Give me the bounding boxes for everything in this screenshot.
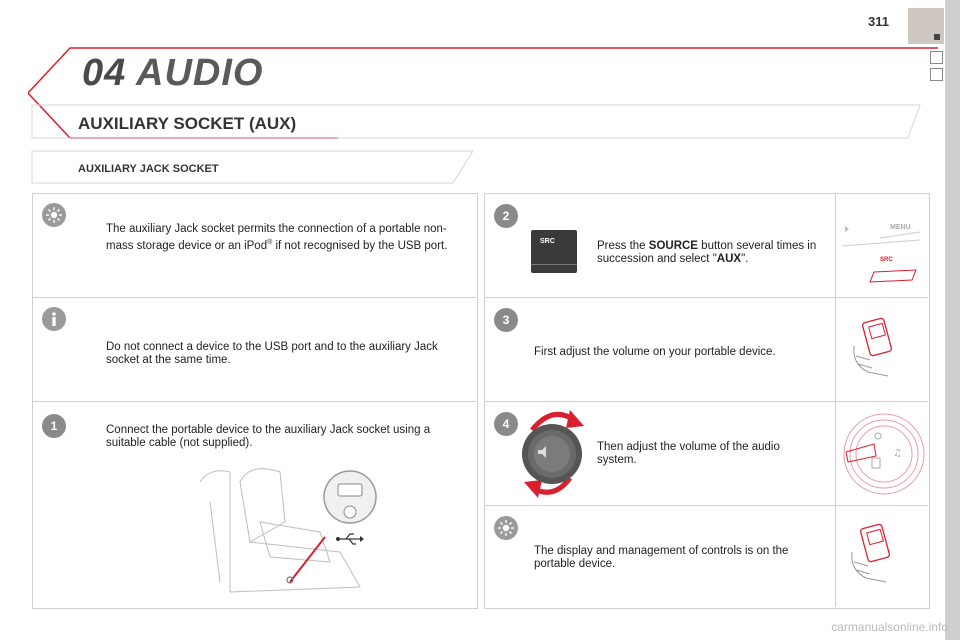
step-2-paragraph: Press the SOURCE button several times in succession and select "AUX". <box>597 240 817 265</box>
source-button-image: SRC <box>531 230 577 273</box>
step-1-paragraph: Connect the portable device to the auxiliary Jack socket using a suitable cable (not supplied). <box>106 424 431 449</box>
step-2-badge: 2 <box>494 204 518 228</box>
subsection-title: AUXILIARY JACK SOCKET <box>78 163 219 175</box>
step-4-badge: 4 <box>494 412 518 436</box>
info-paragraph: Do not connect a device to the USB port and to the auxiliary Jack socket at the same time. <box>106 341 438 366</box>
divider <box>32 401 476 402</box>
page-number: 311 <box>868 14 889 29</box>
chapter-title: AUDIO <box>136 52 264 94</box>
step-3-badge: 3 <box>494 308 518 332</box>
watermark: carmanualsonline.info <box>831 620 948 634</box>
divider <box>484 505 928 506</box>
step-1-badge: 1 <box>42 414 66 438</box>
info-icon <box>42 307 66 331</box>
hand-device-illustration <box>846 522 906 592</box>
divider <box>32 297 476 298</box>
hand-device-illustration <box>848 316 908 386</box>
chapter-number: 04 <box>82 52 127 94</box>
svg-text:♫: ♫ <box>893 448 902 459</box>
section-title: AUXILIARY SOCKET (AUX) <box>78 114 297 133</box>
step-4-paragraph: Then adjust the volume of the audio system. <box>597 441 780 466</box>
tip-paragraph: The auxiliary Jack socket permits the connection of a portable non-mass storage device or an iPod® if not recognised by the USB port. <box>106 223 448 252</box>
divider <box>835 193 836 607</box>
tip-paragraph: The display and management of controls is on the portable device. <box>534 545 789 570</box>
divider <box>484 297 928 298</box>
usb-icon <box>336 532 364 551</box>
tip-icon <box>494 516 518 540</box>
volume-knob-illustration <box>512 400 592 500</box>
audio-control-panel-illustration <box>838 408 926 500</box>
tip-icon <box>42 203 66 227</box>
control-panel-illustration: MENU SRC <box>840 210 925 290</box>
step-3-paragraph: First adjust the volume on your portable device. <box>534 346 776 358</box>
page-side-band <box>945 0 960 640</box>
